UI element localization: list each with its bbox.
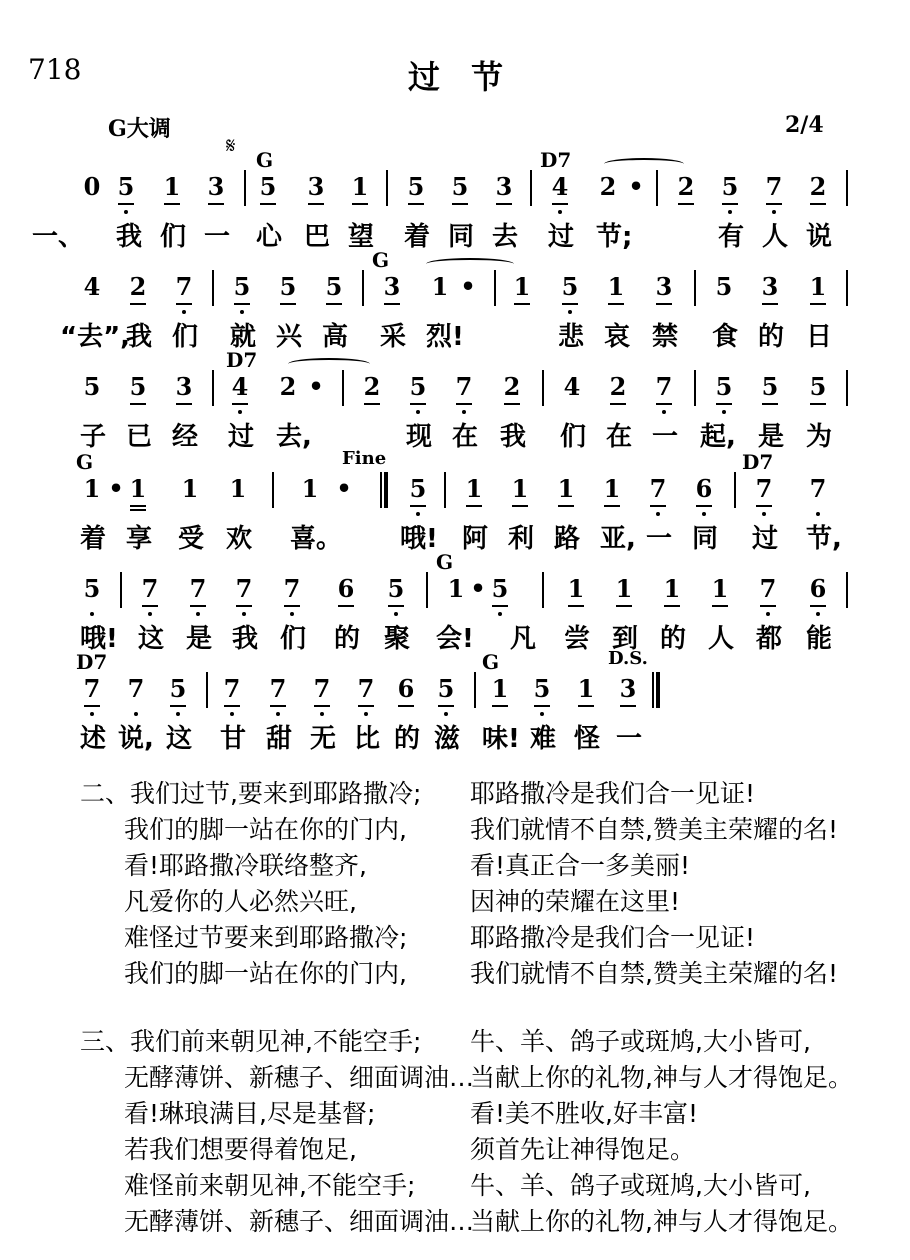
tie xyxy=(426,258,514,270)
notes: 7 7 5 7 7 7 7 6 5 1 5 1 3 xyxy=(0,674,910,724)
hymn-number: 718 xyxy=(28,53,82,86)
fine-marker: Fine xyxy=(342,448,387,469)
segno-icon: 𝄋 xyxy=(226,134,236,159)
notes: 5 5 3 4 2 • 2 5 7 2 4 2 7 5 5 5 xyxy=(0,372,910,422)
tie xyxy=(604,158,684,170)
notes: 5 7 7 7 7 6 5 1 • 5 1 1 1 1 7 6 xyxy=(0,574,910,624)
chord: G xyxy=(436,550,454,574)
time-signature: 2/4 xyxy=(785,112,824,138)
lyrics-line: 一、 我 们 一 心 巴 望 着 同 去 过 节; 有 人 说 xyxy=(32,222,833,252)
chord: G xyxy=(256,148,274,172)
chord: G xyxy=(482,650,500,674)
music-system-6 xyxy=(0,648,910,774)
chord: D7 xyxy=(540,148,572,172)
notes: 1 • 1 1 1 1 • 5 1 1 1 1 7 6 7 7 xyxy=(0,474,910,524)
music-system-3 xyxy=(0,348,910,472)
lyrics-line: “去”, 我 们 就 兴 高 采 烈! 悲 哀 禁 食 的 日 xyxy=(60,322,833,352)
music-system-5 xyxy=(0,550,910,674)
chord: G xyxy=(76,450,94,474)
tie xyxy=(288,358,370,370)
ds-marker: D.S. xyxy=(608,648,648,669)
chord: D7 xyxy=(226,348,258,372)
notes: 0 5 1 3 5 3 1 5 5 3 4 2 • 2 5 7 2 xyxy=(0,172,910,222)
music-system-2 xyxy=(0,248,910,372)
notes: 4 2 7 5 5 5 3 1 • 1 5 1 3 5 3 1 xyxy=(0,272,910,322)
key-signature: G大调 xyxy=(108,116,171,142)
lyrics-line: 着 享 受 欢 喜。 哦! 阿 利 路 亚, 一 同 过 节, xyxy=(80,524,842,554)
chord: D7 xyxy=(76,650,108,674)
music-system-4 xyxy=(0,448,910,574)
lyrics-line: 子 已 经 过 去, 现 在 我 们 在 一 起, 是 为 xyxy=(80,422,833,452)
chord: G xyxy=(372,248,390,272)
lyrics-line: 述 说, 这 甘 甜 无 比 的 滋 味! 难 怪 一 xyxy=(80,724,643,754)
lyrics-line: 哦! 这 是 我 们 的 聚 会! 凡 尝 到 的 人 都 能 xyxy=(80,624,833,654)
chord: D7 xyxy=(742,450,774,474)
music-system-1 xyxy=(0,134,910,272)
page-title: 过 节 xyxy=(408,58,514,96)
